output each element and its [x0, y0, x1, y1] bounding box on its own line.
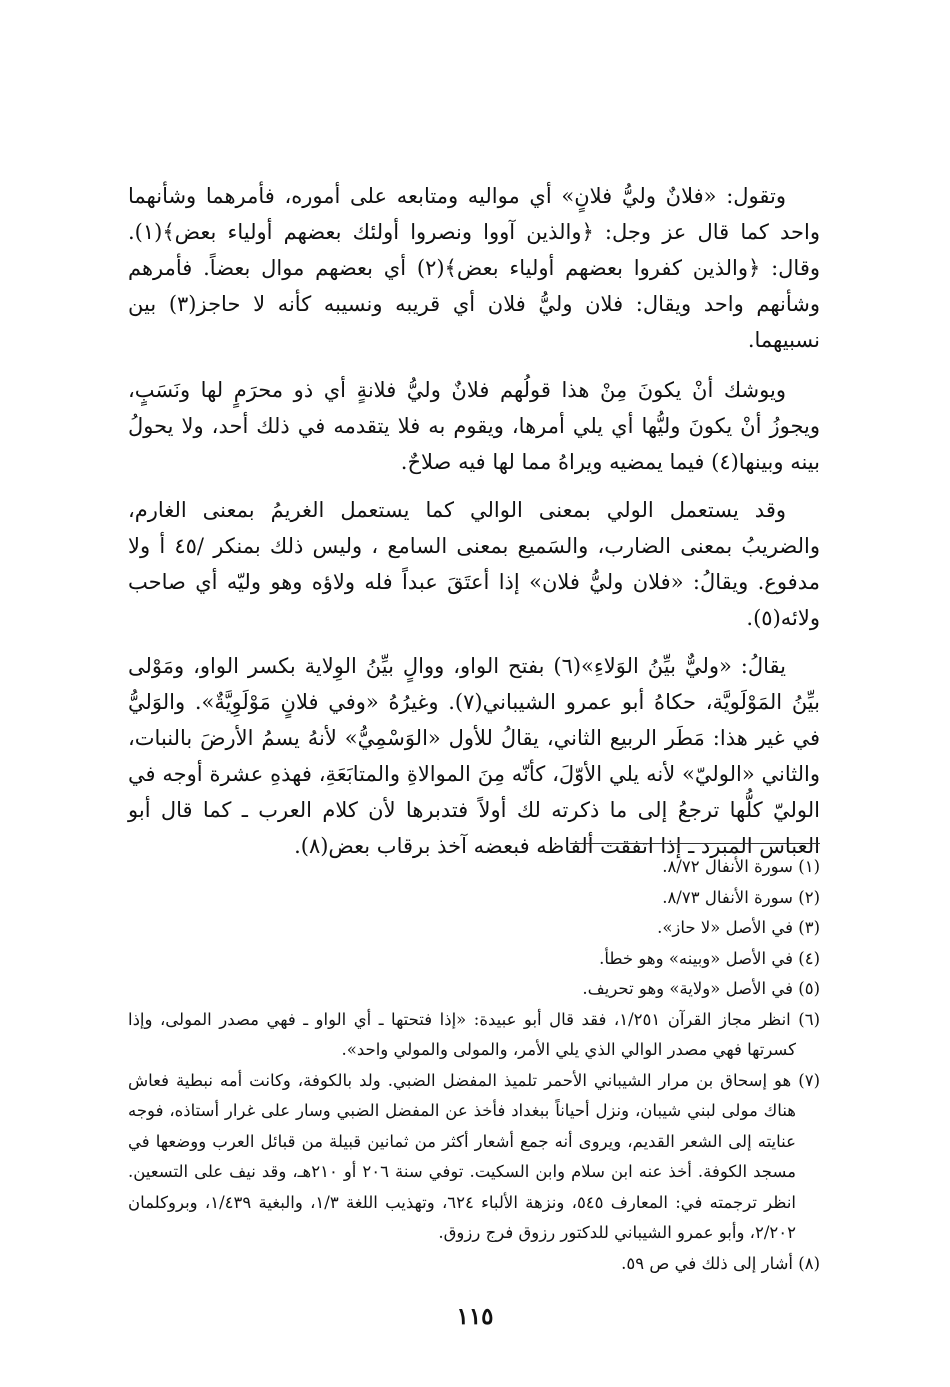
footnote-3: (٣) في الأصل «لا حاز».: [657, 918, 820, 937]
footnote-2: (٢) سورة الأنفال ٨/٧٣.: [662, 887, 820, 907]
footnote-5: (٥) في الأصل «ولاية» وهو تحريف.: [582, 979, 820, 998]
main-text: [128, 178, 820, 864]
footnote-8: (٨) أشار إلى ذلك في ص ٥٩.: [621, 1253, 820, 1273]
page-number: ١١٥: [456, 1303, 494, 1330]
footnote-1: (١) سورة الأنفال ٨/٧٢.: [662, 857, 820, 876]
paragraph: وتقول: «فلانٌ وليُّ فلانٍ» أي مواليه ومتابعه على أموره، فأمرهما وشأنهما واحد كما قال عز وجل: ﴿والذين آووا ونصروا أولئك بعضهم أولياء بعض﴾(١). وقال: ﴿والذين كفروا بعضهم أولياء بعض﴾(٢) أي بعضهم موال بعضاً. فأمرهم وشأنهم واحد ويقال: فلان وليُّ فلان أي قريبه ونسيبه كأنه لا حاجز(٣) بين نسبيهما.: [128, 184, 820, 352]
footnote-7: (٧) هو إسحاق بن مرار الشيباني الأحمر تلميذ المفضل الضبي. ولد بالكوفة، وكانت أمه نبطية فعاش هناك مولى لبني شيبان، ونزل أحياناً ببغداد فأخذ عن المفضل الضبي وسار على غرار أستاذه، فوجه عنايته إلى الشعر القديم، ويروى أنه جمع أشعار أكثر من ثمانين قبيلة من قبائل العرب ووضعها في مسجد الكوفة. أخذ عنه ابن سلام وابن السكيت. توفي سنة ٢٠٦ أو ٢١٠هـ، وقد نيف على التسعين. انظر ترجمته في: المعارف ٥٤٥، ونزهة الألباء ٦٢٤، وتهذيب اللغة ١/٣، والبغية ١/٤٣٩، وبروكلمان ٢/٢٠٢، وأبو عمرو الشيباني للدكتور رزوق فرج رزوق.: [128, 1070, 820, 1242]
paragraph: ويوشك أنْ يكونَ مِنْ هذا قولُهم فلانٌ وليُّ فلانةٍ أي ذو محرَمٍ لها ونَسَبٍ، ويجوزُ أنْ يكونَ وليُّها أي يلي أمرها، ويقوم به فلا يتقدمه في ذلك أحد، ولا يحولُ بينه وبينها(٤) فيما يمضيه ويراهُ مما لها فيه صلاحٌ.: [128, 378, 820, 474]
paragraph: وقد يستعمل الولي بمعنى الوالي كما يستعمل الغريمُ بمعنى الغارم، والضريبُ بمعنى الضارب، والسَميع بمعنى السامع ، وليس ذلك بمنكر /٤٥ أ ولا مدفوع. ويقالُ: «فلان وليُّ فلان» إذا أعتَقَ عبداً فله ولاؤه وهو وليّه أي صاحب ولائه(٥).: [128, 498, 820, 630]
footnotes: [128, 852, 820, 1279]
paragraph: يقالُ: «وليٌّ بيِّنُ الوَلاءِ»(٦) بفتح الواو، ووالٍ بيِّنُ الوِلاية بكسر الواو، ومَوْلى بيِّنُ المَوْلَويَّة، حكاهُ أبو عمرو الشيباني(٧). وغيرُهُ «وفي فلانٍ مَوْلَوِيَّةٌ». والوَليُّ في غير هذا: مَطَر الربيع الثاني، يقالُ للأول «الوَسْمِيُّ» لأنهُ يسمُ الأرضَ بالنبات، والثاني «الوليّ» لأنه يلي الأوّلَ، كأنّه مِنَ الموالاةِ والمتابَعَةِ، فهذهِ عشرة أوجه في الوليّ كلُّها ترجعُ إلى ما ذكرته لك أولاً فتدبرها لأن كلام العرب ـ كما قال أبو العباس المبرد ـ إذا اتفقت ألفاظه فبعضه آخذ برقاب بعض(٨).: [128, 654, 820, 858]
footnote-6: (٦) انظر مجاز القرآن ١/٢٥١، فقد قال أبو عبيدة: «إذا فتحتها ـ أي الواو ـ فهي مصدر المولى، وإذا كسرتها فهي مصدر الوالي الذي يلي الأمر، والمولى والمولي واحد».: [128, 1009, 820, 1059]
footnote-4: (٤) في الأصل «وبينه» وهو خطأ.: [599, 948, 820, 968]
footnote-divider: [570, 843, 820, 844]
